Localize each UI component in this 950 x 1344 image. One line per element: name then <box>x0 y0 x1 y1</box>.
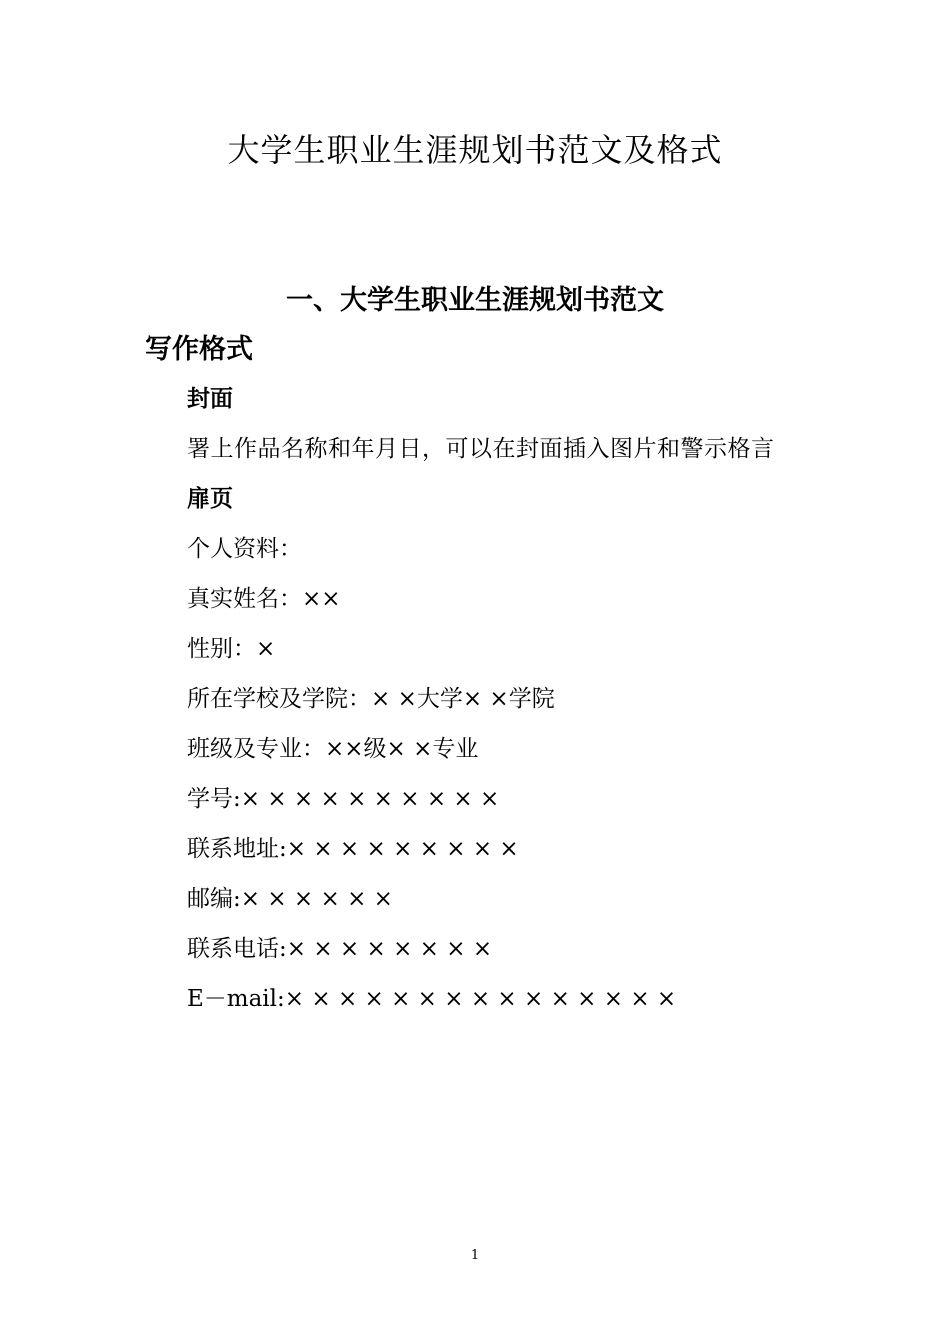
field-phone: 联系电话:× × × × × × × × <box>187 936 493 962</box>
personal-info-label: 个人资料： <box>187 536 302 562</box>
cover-description: 署上作品名称和年月日，可以在封面插入图片和警示格言 <box>187 436 775 462</box>
field-gender: 性别：× <box>187 636 276 662</box>
body-text <box>145 374 810 1024</box>
document-title: 大学生职业生涯规划书范文及格式 <box>227 131 723 169</box>
section-heading: 一、大学生职业生涯规划书范文 <box>286 285 664 316</box>
field-email: E－mail:× × × × × × × × × × × × × × × <box>187 986 677 1012</box>
field-real-name: 真实姓名：×× <box>187 586 341 612</box>
label-cover: 封面 <box>187 386 233 412</box>
field-address: 联系地址:× × × × × × × × × <box>187 836 519 862</box>
field-school: 所在学校及学院：× ×大学× ×学院 <box>187 686 555 712</box>
page-number: 1 <box>470 1248 480 1263</box>
subheading-writing-format: 写作格式 <box>145 334 253 365</box>
field-student-id: 学号:× × × × × × × × × × <box>187 786 500 812</box>
label-title-page: 扉页 <box>187 486 233 512</box>
field-postcode: 邮编:× × × × × × <box>187 886 393 912</box>
field-class-major: 班级及专业：××级× ×专业 <box>187 736 479 762</box>
